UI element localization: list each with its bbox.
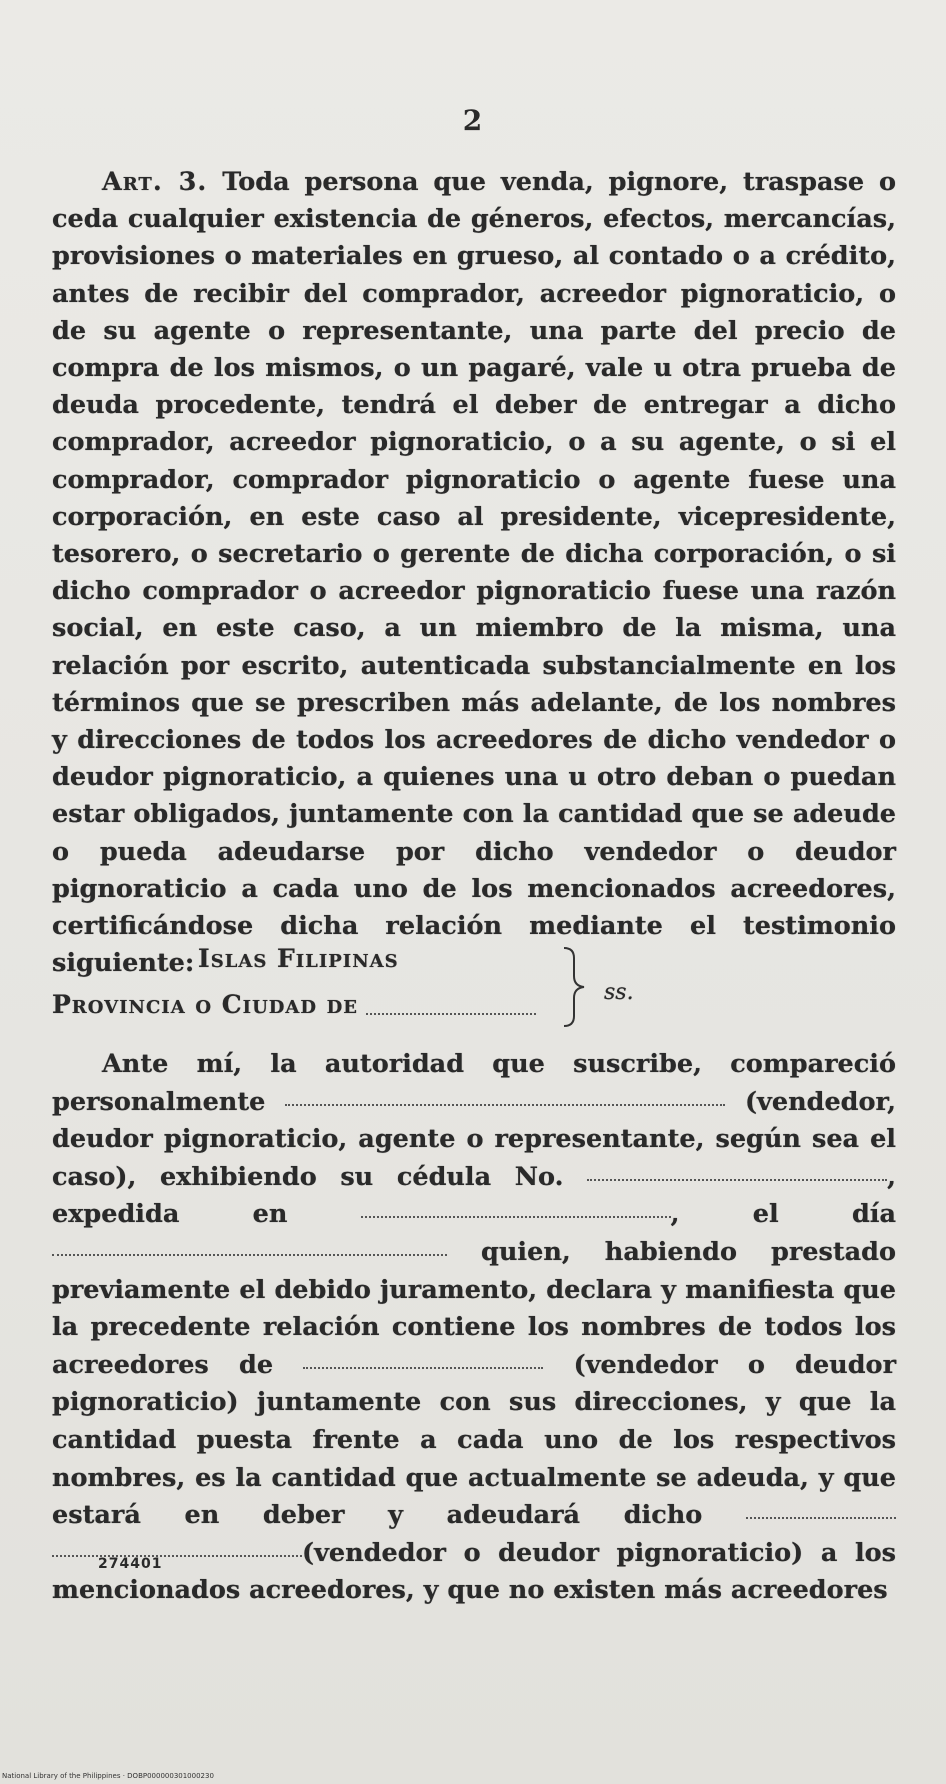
issued-place-blank bbox=[361, 1216, 671, 1218]
page-number: 2 bbox=[462, 104, 484, 137]
article-3-paragraph bbox=[52, 164, 896, 982]
article-3-text bbox=[52, 164, 896, 982]
oath-segment-6: (vendedor o deudor pignoraticio) juntamente con sus direcciones, y que la cantidad puesta frente a cada uno de los respectivos nombres, es la cantidad que actualmente se adeuda, y que estará en deber y adeudará dicho bbox=[52, 1349, 897, 1531]
name-blank bbox=[285, 1104, 725, 1106]
debtor-blank-2 bbox=[52, 1555, 302, 1557]
oath-segment-4: , el día bbox=[670, 1199, 896, 1230]
cedula-blank bbox=[587, 1179, 887, 1181]
oath-segment-2: (vendedor, deudor pignoraticio, agente o representante, según sea el caso), exhibiendo su cédula No. bbox=[52, 1086, 896, 1192]
oath-segment-7: (vendedor o deudor pignoraticio) a los mencionados acreedores, y que no existen más acreedores bbox=[52, 1537, 896, 1606]
venue-country: Islas Filipinas bbox=[198, 944, 399, 973]
curly-brace-icon bbox=[560, 946, 590, 1028]
oath-text bbox=[52, 1046, 896, 1610]
print-code: 274401 bbox=[98, 1556, 163, 1572]
oath-paragraph bbox=[52, 1046, 896, 1610]
venue-ss: ss. bbox=[604, 980, 634, 1005]
venue-province-label: Provincia o Ciudad de bbox=[52, 990, 358, 1019]
oath-segment-5: quien, habiendo prestado previamente el debido juramento, declara y manifiesta que la precedente relación contiene los nombres de todos los acreedores de bbox=[52, 1236, 896, 1380]
province-blank bbox=[366, 1013, 536, 1015]
venue-block bbox=[52, 944, 896, 1034]
date-blank bbox=[52, 1254, 447, 1256]
debtor-blank-1 bbox=[746, 1517, 896, 1519]
oath-segment-3: , expedida en bbox=[52, 1161, 896, 1230]
seller-blank bbox=[303, 1367, 543, 1369]
footer-credit: National Library of the Philippines · DOBP000000301000230 bbox=[2, 1772, 214, 1780]
venue-province-line bbox=[52, 990, 536, 1019]
article-body: Toda persona que venda, pignore, traspase o ceda cualquier existencia de géneros, efectos, mercancías, provisiones o materiales en grueso, al contado o a crédito, antes de recibir del comprador, acreedor pignoraticio, o de su agente o representante, una parte del precio de compra de los mismos, o un pagaré, vale u otra prueba de deuda procedente, tendrá el deber de entregar a dicho comprador, acreedor pignoraticio, o a su agente, o si el comprador, comprador pignoraticio o agente fuese una corporación, en este caso al presidente, vicepresidente, tesorero, o secretario o gerente de dicha corporación, o si dicho comprador o acreedor pignoraticio fuese una razón social, en este caso, a un miembro de la misma, una relación por escrito, autenticada substancialmente en los términos que se prescriben más adelante, de los nombres y direcciones de todos los acreedores de dicho vendedor o deudor pignoraticio, a quienes una u otro deban o puedan estar obligados, juntamente con la cantidad que se adeude o pueda adeudarse por dicho vendedor o deudor pignoraticio a cada uno de los mencionados acreedores, certificándose dicha relación mediante el testimonio siguiente: bbox=[52, 167, 896, 979]
oath-segment-1: Ante mí, la autoridad que suscribe, compareció personalmente bbox=[52, 1049, 896, 1117]
article-label: Art. 3. bbox=[102, 167, 208, 197]
